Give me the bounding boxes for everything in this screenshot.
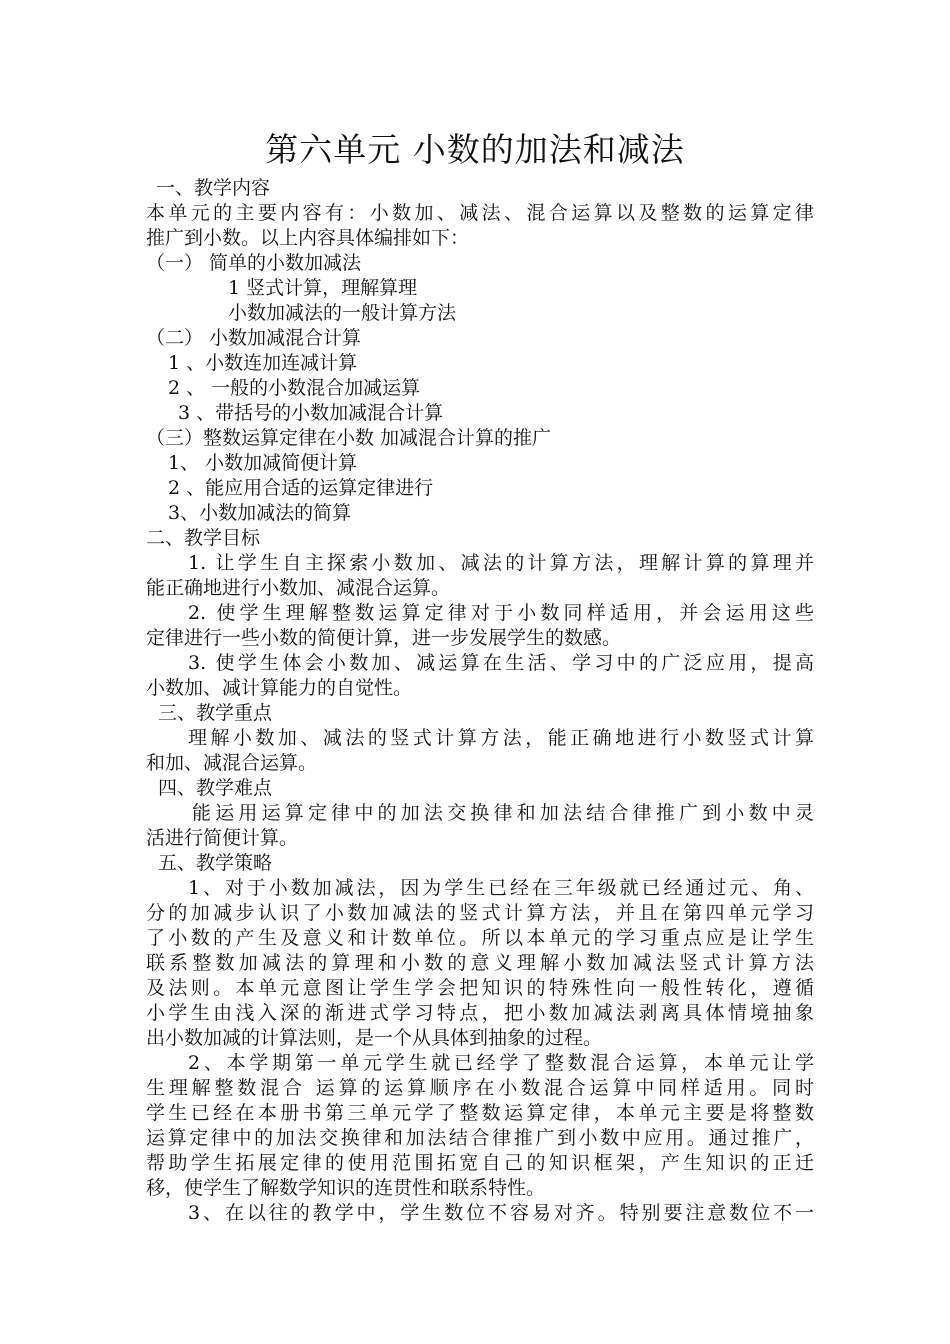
text-line: 小学生由浅入深的渐进式学习特点，把小数加减法剥离具体情境抽象 [146, 1002, 814, 1024]
text-line: 小数加减法的一般计算方法 [228, 302, 457, 324]
text-line: 帮助学生拓展定律的使用范围拓宽自己的知识框架，产生知识的正迁 [146, 1152, 814, 1174]
text-line: 1. 让学生自主探索小数加、减法的计算方法，理解计算的算理并 [188, 552, 814, 574]
text-line: 3、在以往的教学中，学生数位不容易对齐。特别要注意数位不一 [188, 1202, 814, 1224]
text-line: 学生已经在本册书第三单元学了整数运算定律，本单元主要是将整数 [146, 1102, 814, 1124]
text-line: 活进行简便计算。 [146, 827, 299, 849]
text-line: （一） 简单的小数加减法 [146, 252, 362, 274]
text-line: 生理解整数混合 运算的运算顺序在小数混合运算中同样适用。同时 [146, 1077, 814, 1099]
text-line: 本单元的主要内容有：小数加、减法、混合运算以及整数的运算定律 [146, 202, 814, 224]
text-line: （二） 小数加减混合计算 [146, 327, 362, 349]
text-line: 分的加减步认识了小数加减法的竖式计算方法，并且在第四单元学习 [146, 902, 814, 924]
text-line: 小数加、减计算能力的自觉性。 [146, 677, 413, 699]
text-line: 定律进行一些小数的简便计算，进一步发展学生的数感。 [146, 627, 622, 649]
text-line: 1 竖式计算，理解算理 [228, 277, 418, 299]
text-line: 四、教学难点 [158, 777, 273, 799]
text-line: 一、教学内容 [156, 177, 271, 199]
text-line: 1 、小数连加连减计算 [168, 352, 358, 374]
page-title: 第六单元 小数的加法和减法 [265, 130, 685, 169]
text-line: 能运用运算定律中的加法交换律和加法结合律推广到小数中灵 [192, 802, 814, 824]
text-line: 推广到小数。以上内容具体编排如下： [146, 227, 470, 249]
text-line: 理解小数加、减法的竖式计算方法，能正确地进行小数竖式计算 [188, 727, 814, 749]
text-line: 能正确地进行小数加、减混合运算。 [146, 577, 451, 599]
text-line: 二、教学目标 [146, 527, 261, 549]
text-line: 运算定律中的加法交换律和加法结合律推广到小数中应用。通过推广， [146, 1127, 814, 1149]
text-line: 移，使学生了解数学知识的连贯性和联系特性。 [146, 1177, 546, 1199]
text-line: 3. 使学生体会小数加、减运算在生活、学习中的广泛应用，提高 [188, 652, 814, 674]
text-line: （三）整数运算定律在小数 加减混合计算的推广 [146, 427, 552, 449]
text-line: 2、本学期第一单元学生就已经学了整数混合运算，本单元让学 [188, 1052, 814, 1074]
text-line: 3 、带括号的小数加减混合计算 [178, 402, 444, 424]
text-line: 三、教学重点 [158, 702, 273, 724]
text-line: 1、 小数加减简便计算 [168, 452, 358, 474]
text-line: 2 、能应用合适的运算定律进行 [168, 477, 434, 499]
text-line: 了小数的产生及意义和计数单位。所以本单元的学习重点应是让学生 [146, 927, 814, 949]
text-line: 五、教学策略 [158, 852, 273, 874]
text-line: 及法则。本单元意图让学生学会把知识的特殊性向一般性转化，遵循 [146, 977, 814, 999]
text-line: 2. 使学生理解整数运算定律对于小数同样适用，并会运用这些 [188, 602, 814, 624]
text-line: 3、小数加减法的简算 [168, 502, 352, 524]
text-line: 联系整数加减法的算理和小数的意义理解小数加减法竖式计算方法 [146, 952, 814, 974]
text-line: 1、对于小数加减法，因为学生已经在三年级就已经通过元、角、 [188, 877, 814, 899]
text-line: 和加、减混合运算。 [146, 752, 318, 774]
text-line: 出小数加减的计算法则，是一个从具体到抽象的过程。 [146, 1027, 603, 1049]
text-line: 2 、 一般的小数混合加减运算 [168, 377, 421, 399]
